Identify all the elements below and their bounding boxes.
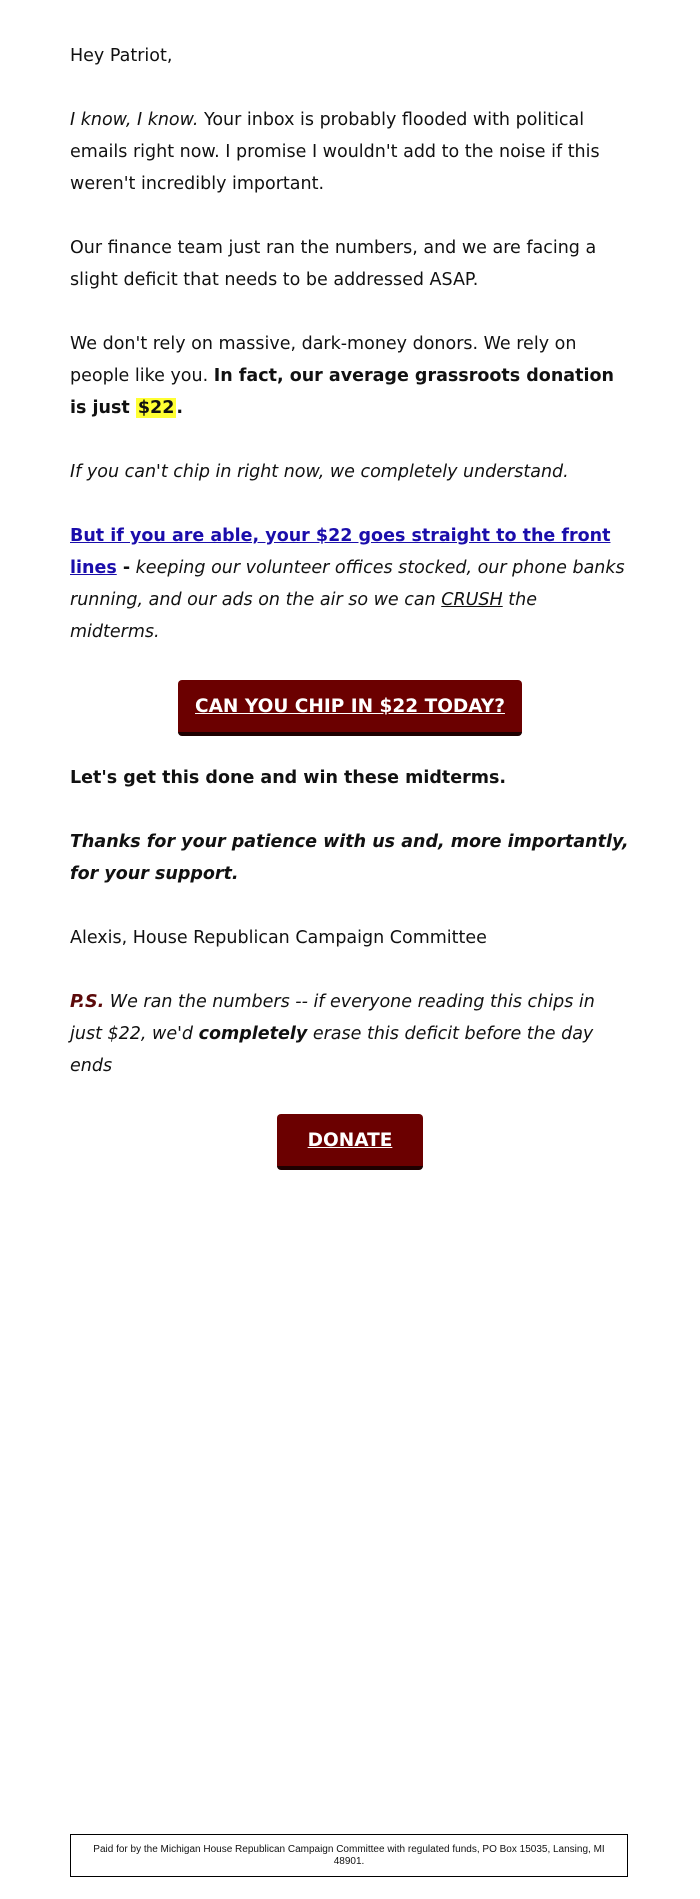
paragraph-inbox xyxy=(70,104,630,200)
cta-button-wrap xyxy=(70,680,630,736)
front-lines-italic: keeping our volunteer offices stocked, our phone banks running, and our ads on the air so we can CRUSH the midterms. xyxy=(70,558,625,642)
paragraph-deficit: Our finance team just ran the numbers, and we are facing a slight deficit that needs to be addressed ASAP. xyxy=(70,238,597,290)
postscript xyxy=(70,986,630,1082)
highlighted-amount: $22 xyxy=(137,398,175,418)
paragraph-thanks: Thanks for your patience with us and, more importantly, for your support. xyxy=(70,832,629,884)
front-lines-link[interactable]: But if you are able, your $22 goes straight to the front lines xyxy=(70,526,611,578)
disclaimer-text: Paid for by the Michigan House Republican Campaign Committee with regulated funds, PO Box 15035, Lansing, MI 48901. xyxy=(93,1843,605,1867)
lead-italic: I know, I know. xyxy=(70,110,199,130)
greeting: Hey Patriot, xyxy=(70,46,173,66)
ps-bold: completely xyxy=(198,1024,308,1044)
grassroots-plain: We don't rely on massive, dark-money donors. We rely on people like you. xyxy=(70,334,577,386)
grassroots-bold: In fact, our average grassroots donation is just $22 . xyxy=(70,366,614,418)
dash: - xyxy=(116,558,131,578)
donate-button-wrap xyxy=(70,1114,630,1170)
paragraph-win: Let's get this done and win these midterms. xyxy=(70,768,507,788)
crush-underlined: CRUSH xyxy=(441,590,503,610)
signature: Alexis, House Republican Campaign Committee xyxy=(70,928,487,948)
ps-text: We ran the numbers -- if everyone reading this chips in just $22, we'd completely erase this deficit before the day ends xyxy=(70,992,595,1076)
paragraph-grassroots xyxy=(70,328,630,424)
ps-label: P.S. xyxy=(70,992,105,1012)
paragraph-inbox-text: Your inbox is probably flooded with political emails right now. I promise I wouldn't add to the noise if this weren't incredibly important. xyxy=(70,110,600,194)
paragraph-front-lines xyxy=(70,520,630,648)
donate-button[interactable]: DONATE xyxy=(277,1114,423,1170)
paid-for-disclaimer xyxy=(70,1834,628,1877)
chip-in-button[interactable]: CAN YOU CHIP IN $22 TODAY? xyxy=(178,680,522,736)
paragraph-understand: If you can't chip in right now, we completely understand. xyxy=(70,462,569,482)
email-body xyxy=(70,40,630,1196)
